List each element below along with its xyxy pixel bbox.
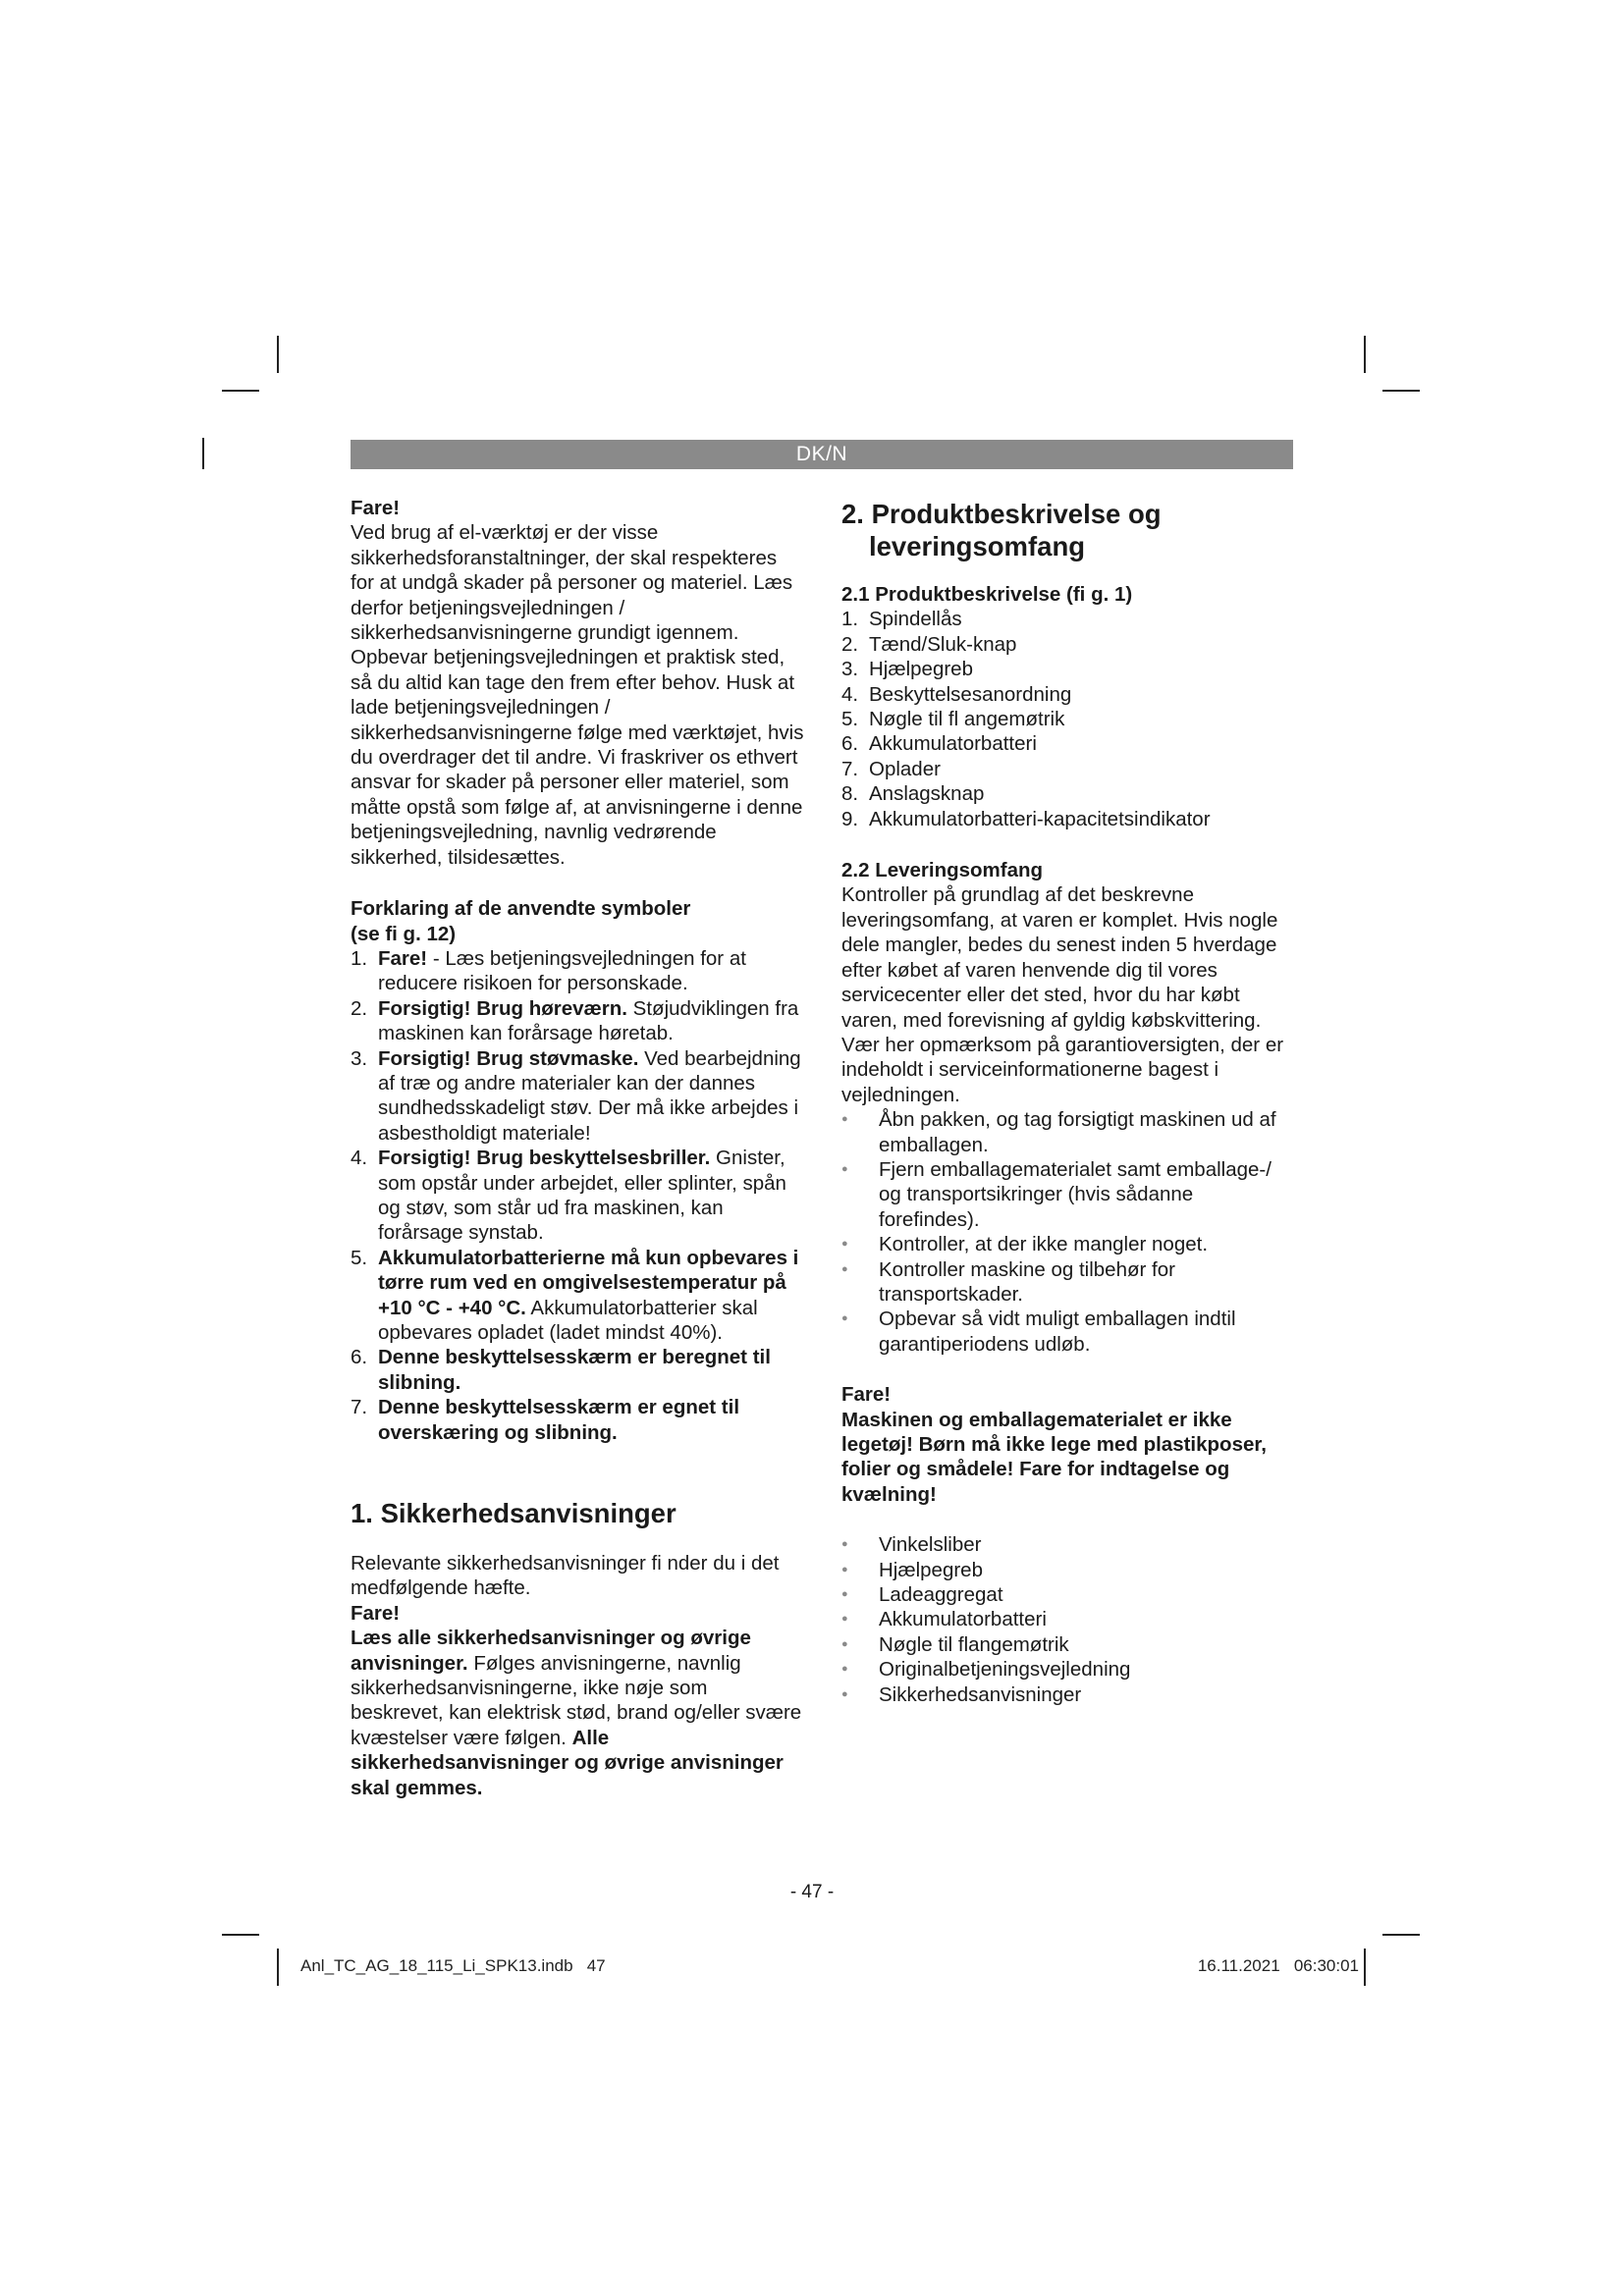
parts-list (841, 607, 1295, 831)
list-item: ● Ladeaggregat (841, 1582, 1295, 1607)
crop-mark (1364, 336, 1366, 373)
list-item: 1. Spindellås (841, 608, 962, 631)
crop-mark (1364, 1949, 1366, 1986)
danger-paragraph: Ved brug af el-værktøj er der visse sikkerhedsforanstaltninger, der skal respekteres for at undgå skader på personer og materiel. Læs derfor betjeningsvejledningen / sikkerhedsanvisningerne grundigt igennem. Opbevar betjeningsvejledningen et praktisk sted, så du altid kan tage den frem efter behov. Husk at lade betjeningsvejledningen / sikkerhedsanvisningerne følge med værktøjet, hvis du overdrager det til andre. Vi fraskriver os ethvert ansvar for skader på personer eller materiel, som måtte opstå som følge af, at anvisningerne i denne betjeningsvejledning, navnlig vedrørende sikkerhed, tilsidesættes. (351, 521, 804, 869)
list-item: 7. Denne beskyttelsesskærm er egnet til overskæring og slibning. (351, 1396, 740, 1444)
list-item: ● Fjern emballagematerialet samt emballage-/ og transportsikringer (hvis sådanne forefindes). (841, 1157, 1295, 1232)
list-item: 7. Oplader (841, 757, 941, 780)
crop-mark (277, 336, 279, 373)
symbols-list (351, 946, 804, 1445)
safety-paragraph: Læs alle sikkerhedsanvisninger og øvrige anvisninger. Følges anvisningerne, navnlig sikkerhedsanvisningerne, ikke nøje som beskrevet, kan elektrisk stød, brand og/eller svære kvæstelser være følgen. Alle sikkerhedsanvisninger og øvrige anvisninger skal gemmes. (351, 1627, 802, 1799)
list-item: 5. Akkumulatorbatterierne må kun opbevares i tørre rum ved en omgivelsestemperatur på +10 °C - +40 °C. Akkumulatorbatterier skal opbevares opladet (ladet mindst 40%). (351, 1246, 799, 1344)
unpacking-steps-list (841, 1107, 1295, 1357)
symbols-heading: Forklaring af de anvendte symboler (351, 897, 691, 921)
list-item: 4. Forsigtig! Brug beskyttelsesbriller. Gnister, som opstår under arbejdet, eller splinter, spån og støv, som står ud fra maskinen, kan forårsage synstab. (351, 1147, 786, 1245)
footer-timestamp: 16.11.2021 06:30:01 (1197, 1956, 1359, 1975)
children-warning: Maskinen og emballagematerialet er ikke legetøj! Børn må ikke lege med plastikposer, folier og smådele! Fare for indtagelse og kvælning! (841, 1408, 1267, 1506)
list-item: 1. Fare! - Læs betjeningsvejledningen for at reducere risikoen for personskade. (351, 946, 746, 995)
list-item: ● Originalbetjeningsvejledning (841, 1657, 1295, 1682)
list-item: ● Hjælpegreb (841, 1558, 1295, 1582)
list-item: ● Åbn pakken, og tag forsigtigt maskinen ud af emballagen. (841, 1107, 1295, 1157)
section-1-title: 1. Sikkerhedsanvisninger (351, 1498, 677, 1529)
package-contents-list (841, 1532, 1295, 1707)
list-item: 5. Nøgle til fl angemøtrik (841, 708, 1065, 731)
list-item: 8. Anslagsknap (841, 782, 985, 806)
crop-mark (1382, 390, 1420, 392)
delivery-scope-text: Kontroller på grundlag af det beskrevne leveringsomfang, at varen er komplet. Hvis nogle dele mangler, bedes du senest inden 5 hverdage efter købet af varen henvende dig til vores servicecenter eller det sted, hvor du har købt varen, med forevisning af gyldig købskvittering. Vær her opmærksom på garantioversigten, der er indeholdt i serviceinformationerne bagest i vejledningen. (841, 883, 1284, 1106)
list-item: ● Opbevar så vidt muligt emballagen indtil garantiperiodens udløb. (841, 1307, 1295, 1357)
page-number: - 47 - (789, 1882, 835, 1902)
list-item: 6. Akkumulatorbatteri (841, 732, 1037, 756)
crop-mark (222, 1934, 259, 1936)
list-item: 4. Beskyttelsesanordning (841, 682, 1072, 706)
list-item: ● Vinkelsliber (841, 1532, 1295, 1557)
right-column (841, 496, 1295, 1707)
section-1-text: Relevante sikkerhedsanvisninger fi nder du i det medfølgende hæfte. (351, 1552, 780, 1600)
danger-heading-3: Fare! (841, 1383, 892, 1407)
list-item: 6. Denne beskyttelsesskærm er beregnet til slibning. (351, 1346, 771, 1394)
crop-mark (277, 1949, 279, 1986)
list-item: ● Kontroller, at der ikke mangler noget. (841, 1232, 1295, 1256)
list-item: ● Sikkerhedsanvisninger (841, 1682, 1295, 1707)
delivery-scope-heading: 2.2 Leveringsomfang (841, 859, 1044, 882)
list-item: ● Nøgle til flangemøtrik (841, 1632, 1295, 1657)
crop-mark (222, 390, 259, 392)
list-item: ● Akkumulatorbatteri (841, 1607, 1295, 1631)
list-item: 9. Akkumulatorbatteri-kapacitetsindikator (841, 807, 1211, 830)
product-description-heading: 2.1 Produktbeskrivelse (fi g. 1) (841, 583, 1133, 606)
list-item: ● Kontroller maskine og tilbehør for transportskader. (841, 1257, 1295, 1308)
list-item: 2. Tænd/Sluk-knap (841, 632, 1017, 656)
list-item: 2. Forsigtig! Brug høreværn. Støjudviklingen fra maskinen kan forårsage høretab. (351, 996, 799, 1045)
list-item: 3. Hjælpegreb (841, 658, 973, 681)
list-item: 3. Forsigtig! Brug støvmaske. Ved bearbejdning af træ og andre materialer kan der dannes sundhedsskadeligt støv. Der må ikke arbejdes i asbestholdigt materiale! (351, 1046, 801, 1145)
symbols-heading-ref: (se fi g. 12) (351, 922, 457, 945)
danger-heading: Fare! (351, 497, 401, 519)
footer-file-name: Anl_TC_AG_18_115_Li_SPK13.indb 47 (300, 1956, 606, 1975)
danger-heading-2: Fare! (351, 1601, 401, 1625)
language-header-bar: DK/N (351, 440, 1293, 469)
left-column (351, 496, 804, 1800)
section-2-title-line-2: leveringsomfang (869, 531, 1086, 561)
section-2-title: 2. Produktbeskrivelse og (841, 499, 1162, 529)
crop-mark (1382, 1934, 1420, 1936)
crop-mark (202, 438, 204, 469)
